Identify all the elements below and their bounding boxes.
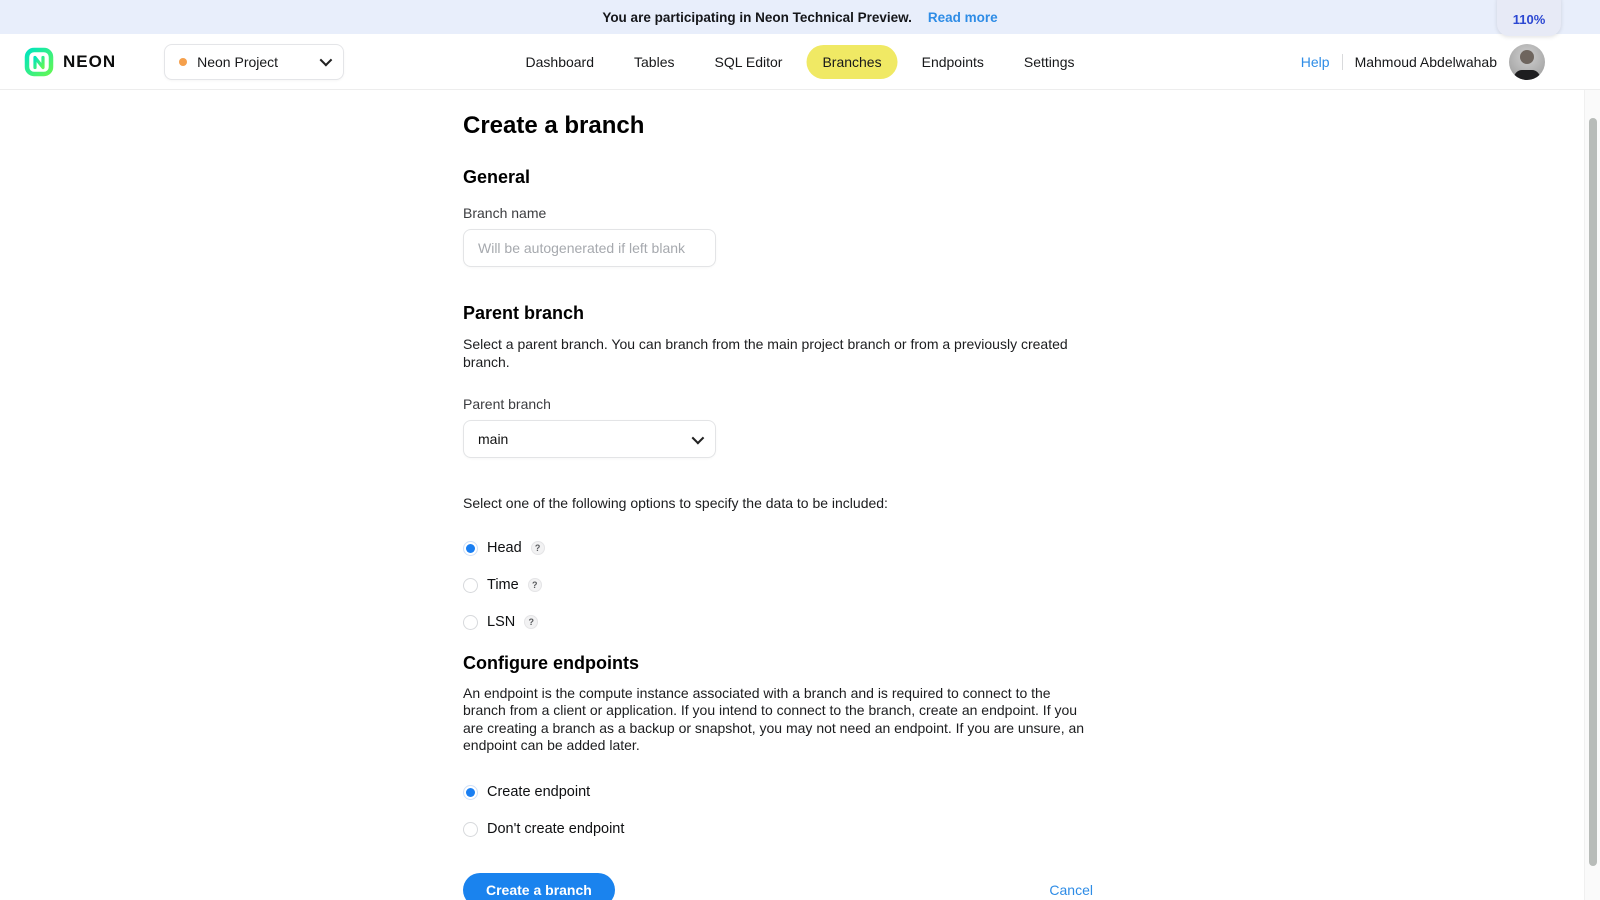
- nav-item-tables[interactable]: Tables: [634, 54, 675, 70]
- user-avatar[interactable]: [1509, 44, 1545, 80]
- cancel-link[interactable]: Cancel: [1049, 881, 1093, 898]
- radio-button-icon[interactable]: [463, 578, 478, 593]
- form-actions: [463, 873, 1093, 900]
- nav-item-dashboard[interactable]: Dashboard: [525, 54, 595, 70]
- main-nav: [510, 34, 1091, 90]
- header-divider: [1342, 54, 1343, 70]
- technical-preview-banner: [0, 0, 1600, 34]
- parent-branch-label: Parent branch: [463, 396, 551, 412]
- radio-option-create-endpoint[interactable]: [463, 785, 1100, 800]
- radio-option-time[interactable]: [463, 578, 1100, 593]
- scrollbar-track[interactable]: [1584, 90, 1600, 900]
- parent-branch-selected-value: main: [478, 431, 509, 447]
- help-icon[interactable]: ?: [528, 578, 542, 592]
- endpoints-description: An endpoint is the compute instance associated with a branch and is required to connect to the branch from a client or application. If you intend to connect to the branch, create an endpoint. If you are creating a branch as a backup or snapshot, you may not need an endpoint. If you are unsure, an endpoint can be added later.: [463, 684, 1085, 753]
- avatar-head-shape: [1520, 50, 1534, 64]
- logo-wordmark: NEON: [63, 51, 117, 71]
- branch-name-label: Branch name: [463, 205, 547, 221]
- radio-option-dont-create-endpoint[interactable]: [463, 822, 1100, 837]
- nav-item-settings[interactable]: Settings: [1023, 54, 1075, 70]
- radio-label: Don't create endpoint: [487, 821, 625, 837]
- radio-button-icon[interactable]: [463, 822, 478, 837]
- branch-name-input[interactable]: [463, 229, 716, 267]
- radio-button-icon[interactable]: [463, 615, 478, 630]
- create-branch-button[interactable]: Create a branch: [463, 873, 615, 900]
- radio-option-head[interactable]: [463, 541, 1100, 556]
- radio-label: LSN: [487, 614, 516, 630]
- help-icon[interactable]: ?: [531, 541, 545, 555]
- browser-zoom-badge: [1497, 0, 1561, 36]
- parent-branch-select[interactable]: [463, 420, 716, 458]
- header-right-group: [1301, 44, 1545, 80]
- project-selector[interactable]: [164, 44, 344, 80]
- radio-label: Head: [487, 540, 522, 556]
- scrollbar-thumb[interactable]: [1589, 118, 1597, 866]
- parent-branch-heading: Parent branch: [463, 303, 585, 323]
- nav-item-branches[interactable]: Branches: [806, 45, 897, 79]
- radio-button-icon[interactable]: [463, 541, 478, 556]
- radio-button-icon[interactable]: [463, 785, 478, 800]
- parent-branch-description: Select a parent branch. You can branch from the main project branch or from a previously created branch.: [463, 336, 1068, 370]
- nav-item-endpoints[interactable]: Endpoints: [921, 54, 984, 70]
- avatar-body-shape: [1514, 70, 1540, 80]
- neon-logo[interactable]: [24, 47, 116, 77]
- radio-label: Create endpoint: [487, 784, 591, 800]
- user-name: Mahmoud Abdelwahab: [1354, 53, 1497, 70]
- project-name: Neon Project: [197, 53, 279, 70]
- neon-logo-icon: [24, 47, 54, 77]
- page-title: Create a branch: [463, 112, 645, 139]
- chevron-down-icon: [320, 54, 333, 67]
- help-link[interactable]: Help: [1300, 53, 1330, 70]
- data-options-prompt: Select one of the following options to specify the data to be included:: [463, 495, 888, 511]
- banner-text: You are participating in Neon Technical Preview.: [602, 9, 912, 25]
- zoom-level: 110%: [1512, 12, 1546, 27]
- general-heading: General: [463, 167, 531, 187]
- project-status-dot-icon: [179, 58, 187, 66]
- help-icon[interactable]: ?: [524, 615, 538, 629]
- create-branch-form: [0, 90, 1100, 900]
- read-more-link[interactable]: Read more: [927, 9, 998, 25]
- radio-label: Time: [487, 577, 519, 593]
- radio-option-lsn[interactable]: [463, 615, 1100, 630]
- chevron-down-icon: [692, 431, 705, 444]
- configure-endpoints-heading: Configure endpoints: [463, 652, 639, 673]
- nav-item-sql-editor[interactable]: SQL Editor: [714, 54, 783, 70]
- app-header: [0, 34, 1600, 90]
